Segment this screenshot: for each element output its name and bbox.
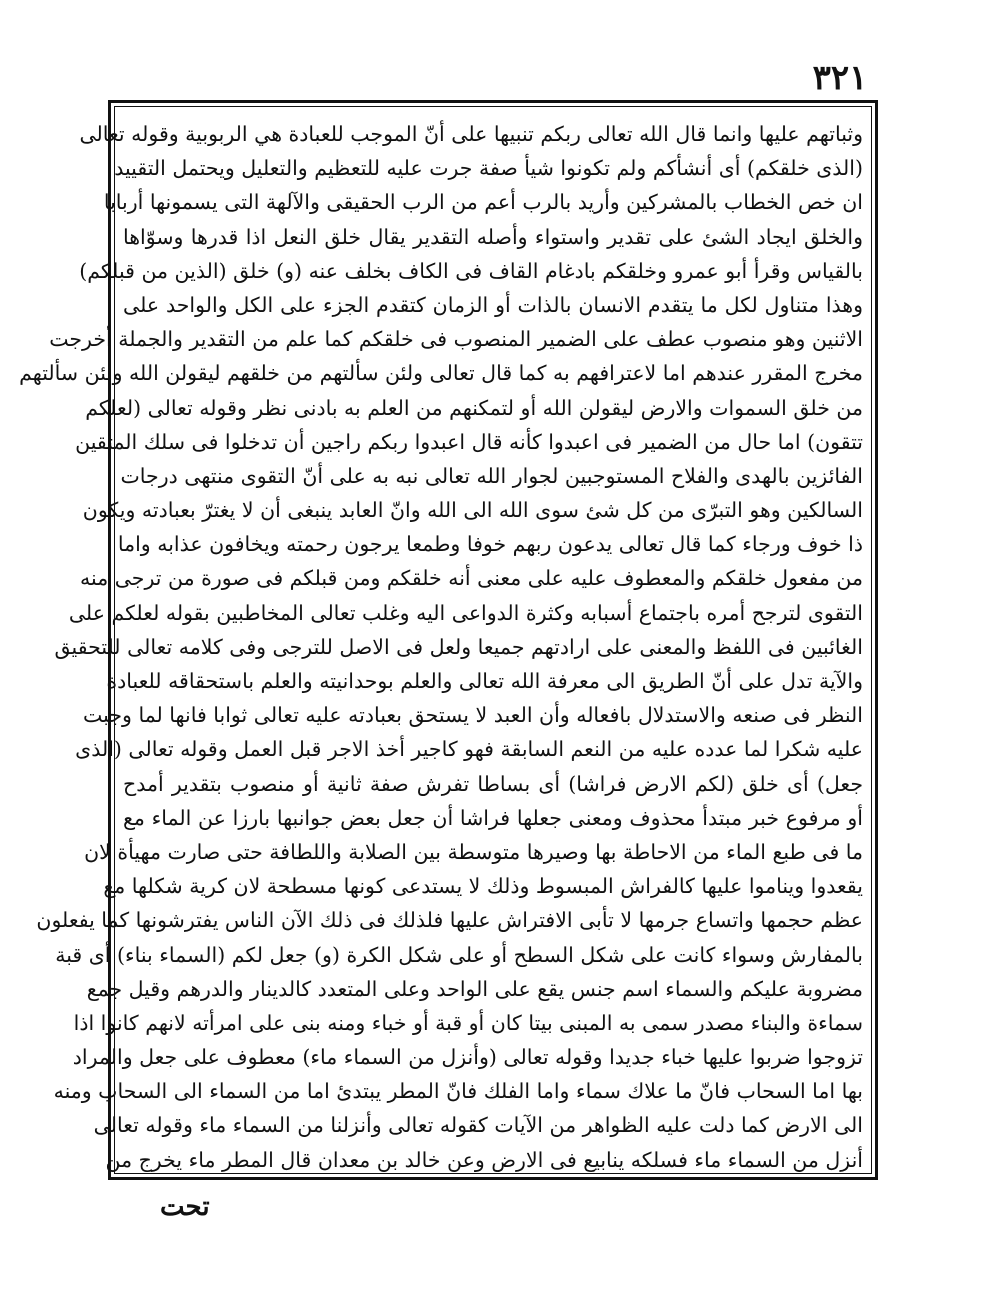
text-line: عليه شكرا لما عدده عليه من النعم السابقة فهو كاجير أخذ الاجر قبل العمل وقوله تعالى (الذى [75,737,863,762]
text-line: والآية تدل على أنّ الطريق الى معرفة الله تعالى والعلم بوحدانيته والعلم باستحقاقه للعبادة [106,669,863,693]
text-line: الغائبين فى اللفظ والمعنى على ارادتهم جميعا ولعل فى الاصل للترجى وفى كلامه تعالى للتحقيق [54,634,863,659]
text-line: من خلق السموات والارض ليقولن الله أو لتمكنهم من العلم به بادنى نظر وقوله تعالى (لعلكم [85,395,863,420]
catchword: تحت [160,1192,210,1222]
text-line: بها اما السحاب فانّ ما علاك سماء واما الفلك فانّ المطر يبتدئ اما من السماء الى السحاب ومنه [53,1079,863,1104]
text-line: مضروبة عليكم والسماء اسم جنس يقع على الواحد وعلى المتعدد كالدينار والدرهم وقيل جمع [86,976,863,1001]
text-line: الى الارض كما دلت عليه الظواهر من الآيات كقوله تعالى وأنزلنا من السماء ماء وقوله تعالى [93,1113,863,1138]
text-frame [19,100,878,1180]
text-line: تزوجوا ضربوا عليها خباء جديدا وقوله تعالى (وأنزل من السماء ماء) معطوف على جعل والمراد [72,1045,863,1070]
text-line: مخرج المقرر عندهم اما لاعترافهم به كما قال تعالى ولئن سألتهم من خلقهم ليقولن الله ولئن سألتهم [19,361,863,386]
text-line: جعل) أى خلق (لكم الارض فراشا) أى بساطا تفرش صفة ثانية أو منصوب بتقدير أمدح [123,771,863,796]
text-line: من مفعول خلقكم والمعطوف عليه على معنى أنه خلقكم ومن قبلكم فى صورة من ترجى منه [80,566,863,591]
text-line: أو مرفوع خبر مبتدأ محذوف ومعنى جعلها فراشا أن جعل بعض جوانبها بارزا عن الماء مع [123,805,863,830]
text-line: أنزل من السماء ماء فسلكه ينابيع فى الارض وعن خالد بن معدان قال المطر ماء يخرج من [105,1147,863,1172]
text-line: عظم حجمها واتساع جرمها لا تأبى الافتراش عليها فلذلك فى ذلك الآن الناس يفترشونها كما يفعلون [36,908,863,933]
text-line: تتقون) اما حال من الضمير فى اعبدوا كأنه قال اعبدوا ربكم راجين أن تدخلوا فى سلك المتقين [75,429,863,454]
text-line: ان خص الخطاب بالمشركين وأريد بالرب أعم من الرب الحقيقى والآلهة التى يسمونها أربابا [103,190,863,215]
text-line: والخلق ايجاد الشئ على تقدير واستواء وأصله التقدير يقال خلق النعل اذا قدرها وسوّاها [123,224,863,249]
text-line: يقعدوا ويناموا عليها كالفراش المبسوط وذلك لا يستدعى كونها مسطحة لان كرية شكلها مع [103,874,863,899]
text-line: السالكين وهو التبرّى من كل شئ سوى الله الى الله وانّ العابد ينبغى أن لا يغترّ بعبادته ويكون [82,498,863,523]
text-line: الفائزين بالهدى والفلاح المستوجبين لجوار الله تعالى نبه به على أنّ التقوى منتهى درجات [120,463,863,488]
text-line: التقوى لترجح أمره باجتماع أسبابه وكثرة الدواعى اليه وغلب تعالى المخاطبين بقوله لعلكم على [68,600,863,625]
page-number: ٣٢١ [812,58,868,98]
text-line: ما فى طبع الماء من الاحاطة بها وصيرها متوسطة بين الصلابة واللطافة حتى صارت مهيأة لان [84,839,863,864]
text-line: النظر فى صنعه والاستدلال بافعاله وأن العبد لا يستحق بعبادته عليه تعالى ثوابا فانها لما وجبت [83,703,863,728]
text-body [19,117,863,1172]
text-line: سماءة والبناء مصدر سمى به المبنى بيتا كان أو قبة أو خباء ومنه بنى على امرأته لانهم كانوا اذا [73,1010,863,1035]
text-line: وهذا متناول لكل ما يتقدم الانسان بالذات أو الزمان كتقدم الجزء على الكل والواحد على [123,292,863,317]
text-line: وثباتهم عليها وانما قال الله تعالى ربكم تنبيها على أنّ الموجب للعبادة هي الربوبية وقوله تعالى [79,122,863,146]
text-line: بالقياس وقرأ أبو عمرو وخلقكم بادغام القاف فى الكاف بخلف عنه (و) خلق (الذين من قبلكم) [79,258,863,283]
text-line: (الذى خلقكم) أى أنشأكم ولم تكونوا شيأ صفة جرت عليه للتعظيم والتعليل ويحتمل التقييد [114,156,863,181]
text-line: بالمفارش وسواء كانت على شكل السطح أو على شكل الكرة (و) جعل لكم (السماء بناء) أى قبة [55,942,863,967]
text-line: الاثنين وهو منصوب عطف على الضمير المنصوب فى خلقكم كما علم من التقدير والجملة أخرجت [49,327,863,352]
text-line: ذا خوف ورجاء كما قال تعالى يدعون ربهم خوفا وطمعا يرجون رحمته ويخافون عذابه واما [117,532,863,557]
